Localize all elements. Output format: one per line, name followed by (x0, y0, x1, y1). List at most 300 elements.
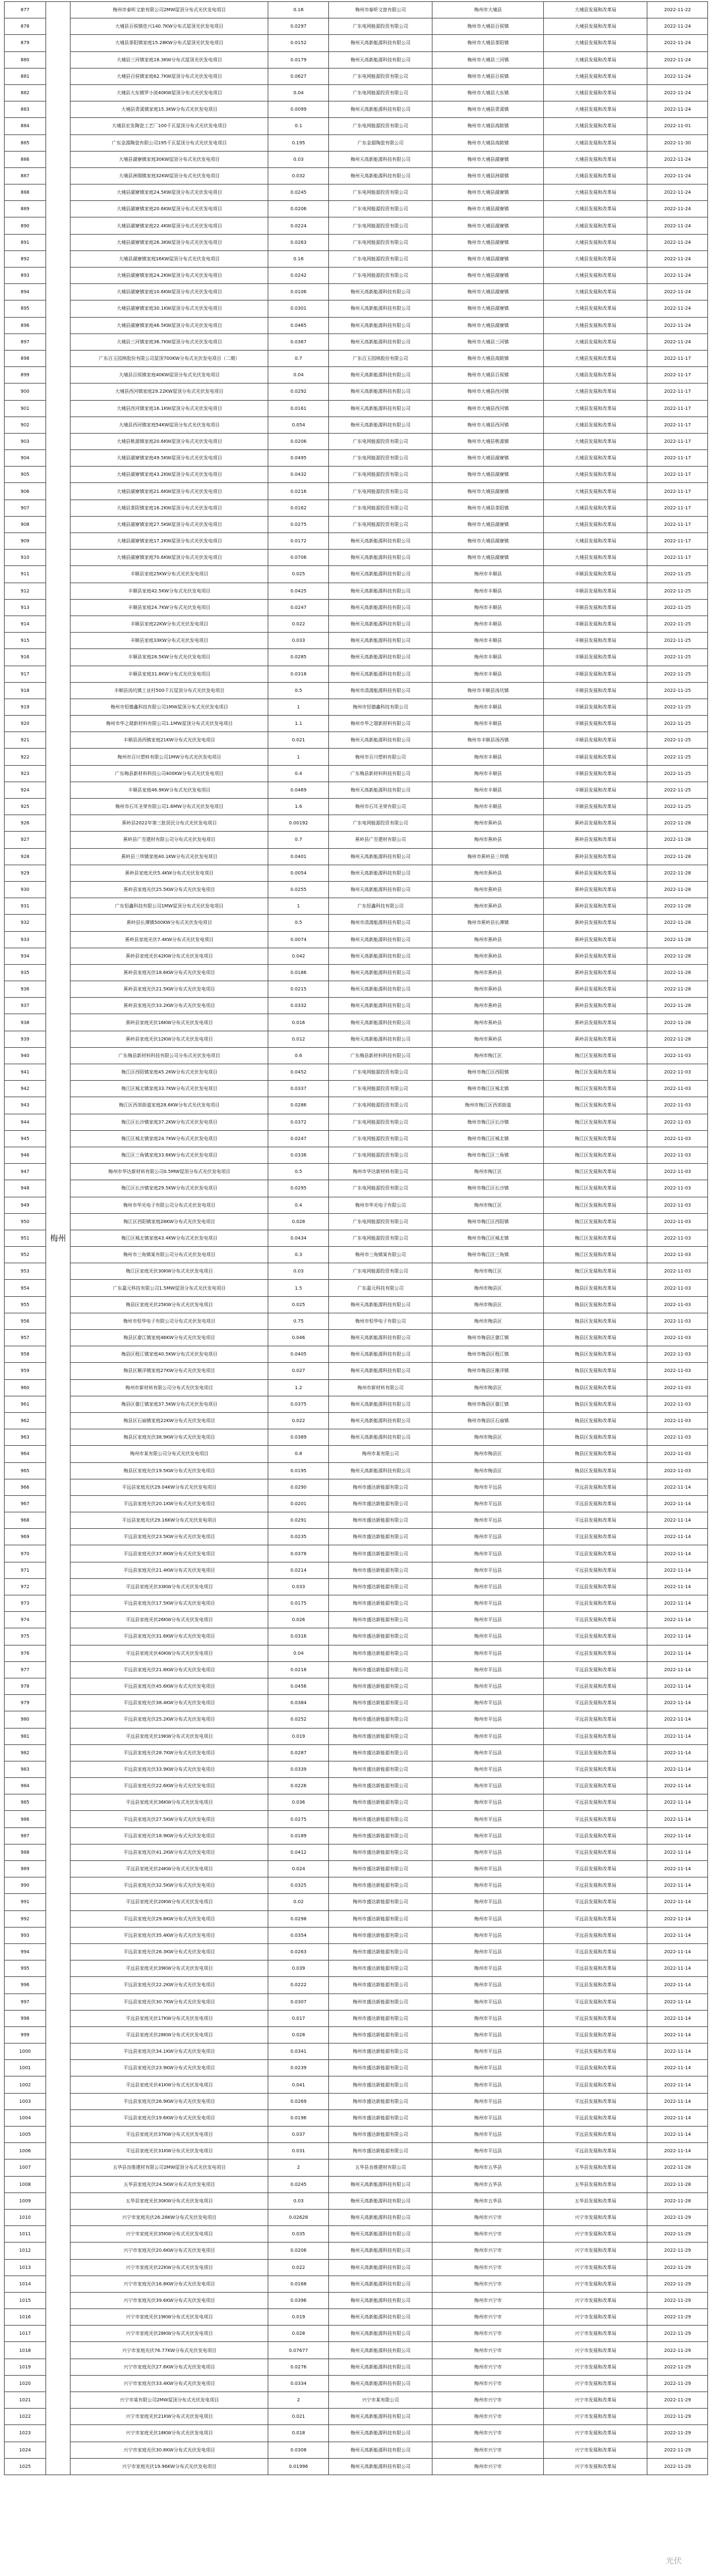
investor: 梅州天高新能源科技有限公司 (329, 615, 432, 632)
row-number: 936 (5, 981, 46, 998)
filing-date: 2022-11-03 (647, 1429, 708, 1446)
filing-date: 2022-11-03 (647, 1230, 708, 1246)
filing-date: 2022-11-14 (647, 1877, 708, 1894)
capacity: 0.0179 (268, 51, 329, 68)
filing-date: 2022-11-28 (647, 2192, 708, 2209)
investor: 梅州天高新能源科技有限公司 (329, 865, 432, 881)
project-name: 兴宁市某有限公司2MW屋顶分布式光伏发电项目 (71, 2392, 268, 2409)
investor: 梅州天高新能源科技有限公司 (329, 2209, 432, 2225)
capacity: 0.0469 (268, 782, 329, 798)
filing-office: 平远县发展和改革局 (544, 1761, 647, 1777)
investor: 梅州天高新能源科技有限公司 (329, 2243, 432, 2259)
investor: 广东电网能源投资有限公司 (329, 1230, 432, 1246)
filing-office: 平远县发展和改革局 (544, 1943, 647, 1960)
row-number: 1011 (5, 2226, 46, 2243)
filing-office: 大埔县发展和改革局 (544, 68, 647, 84)
project-name: 平远县家庭光伏26.3KW分布式光伏发电项目 (71, 1943, 268, 1960)
filing-office: 大埔县发展和改革局 (544, 384, 647, 400)
filing-date: 2022-11-03 (647, 1280, 708, 1296)
row-number: 1010 (5, 2209, 46, 2225)
investor: 梅州市盛达新能源有限公司 (329, 2143, 432, 2160)
location: 梅州市大埔县湖寮镇 (432, 301, 544, 317)
filing-date: 2022-11-14 (647, 1794, 708, 1811)
project-name: 蕉岭县家庭光伏33.2KW分布式光伏发电项目 (71, 998, 268, 1014)
project-name: 平远县家庭光伏17KW分布式光伏发电项目 (71, 2010, 268, 2026)
project-name: 大埔县百侯镇家庭62.7KW屋顶分布式光伏发电项目 (71, 68, 268, 84)
investor: 梅州市盛达新能源有限公司 (329, 2010, 432, 2026)
capacity: 0.00192 (268, 815, 329, 832)
location: 梅州市大埔县湖寮镇 (432, 185, 544, 201)
capacity: 0.03 (268, 1263, 329, 1280)
table-row (5, 1811, 708, 1827)
filing-date: 2022-11-25 (647, 749, 708, 765)
capacity: 0.0291 (268, 1512, 329, 1529)
investor: 广东电网能源投资有限公司 (329, 217, 432, 234)
project-name: 大埔县湖寮镇家庭70.6KW屋顶分布式光伏发电项目 (71, 550, 268, 566)
project-name: 平远县家庭光伏28.7KW分布式光伏发电项目 (71, 1744, 268, 1761)
capacity: 0.5 (268, 915, 329, 931)
capacity: 0.039 (268, 1961, 329, 1977)
row-number: 890 (5, 217, 46, 234)
project-name: 大埔县湖寮镇家庭24.2KW屋顶分布式光伏发电项目 (71, 268, 268, 284)
location: 梅州市平远县 (432, 2076, 544, 2093)
investor: 梅州天高新能源科技有限公司 (329, 2259, 432, 2275)
filing-office: 梅县区发展和改革局 (544, 1446, 647, 1462)
table-row (5, 1379, 708, 1396)
location: 梅州市兴宁市 (432, 2275, 544, 2292)
project-name: 梅州市恒华电子有限公司分布式光伏发电项目 (71, 1313, 268, 1329)
investor: 广东金源陶瓷有限公司 (329, 134, 432, 151)
row-number: 951 (5, 1230, 46, 1246)
row-number: 977 (5, 1661, 46, 1678)
filing-office: 丰顺县发展和改革局 (544, 699, 647, 715)
investor: 梅州天高新能源科技有限公司 (329, 732, 432, 749)
filing-date: 2022-11-28 (647, 998, 708, 1014)
project-name: 梅州市华光电子有限公司分布式光伏发电项目 (71, 1197, 268, 1213)
capacity: 0.0292 (268, 384, 329, 400)
filing-office: 梅江区发展和改革局 (544, 1247, 647, 1263)
filing-date: 2022-11-29 (647, 2292, 708, 2308)
location: 梅州市兴宁市 (432, 2209, 544, 2225)
table-row (5, 301, 708, 317)
table-row (5, 2160, 708, 2176)
project-name: 大埔县湖寮镇家庭22.4KW屋顶分布式光伏发电项目 (71, 217, 268, 234)
investor: 广东电网能源投资有限公司 (329, 18, 432, 35)
filing-date: 2022-11-03 (647, 1114, 708, 1130)
filing-date: 2022-11-28 (647, 848, 708, 865)
table-row (5, 1014, 708, 1031)
row-number: 1023 (5, 2425, 46, 2442)
row-number: 891 (5, 234, 46, 250)
table-row (5, 185, 708, 201)
table-row (5, 1296, 708, 1313)
filing-date: 2022-11-29 (647, 2243, 708, 2259)
filing-office: 梅江区发展和改革局 (544, 1097, 647, 1114)
investor: 梅州市盛达新能源有限公司 (329, 1495, 432, 1512)
capacity: 0.0226 (268, 1778, 329, 1794)
filing-office: 平远县发展和改革局 (544, 2109, 647, 2126)
project-name: 大埔县湖寮镇家庭30.1KW屋顶分布式光伏发电项目 (71, 301, 268, 317)
capacity: 0.035 (268, 2226, 329, 2243)
location: 梅州市大埔县大东镇 (432, 84, 544, 101)
row-number: 894 (5, 284, 46, 301)
filing-date: 2022-11-29 (647, 2326, 708, 2342)
investor: 广东电网能源投资有限公司 (329, 234, 432, 250)
filing-office: 梅县区发展和改革局 (544, 1330, 647, 1346)
investor: 广东电网能源投资有限公司 (329, 250, 432, 267)
filing-date: 2022-11-24 (647, 84, 708, 101)
filing-date: 2022-11-14 (647, 2026, 708, 2043)
table-row (5, 765, 708, 782)
table-row (5, 1130, 708, 1147)
investor: 梅州天高新能源科技有限公司 (329, 881, 432, 898)
location: 梅州市梅县区畲江镇 (432, 1330, 544, 1346)
location: 梅州市梅江区 (432, 1197, 544, 1213)
row-number: 943 (5, 1097, 46, 1114)
investor: 梅州市泰昕文旅有限公司 (329, 2, 432, 18)
investor: 梅州市某有限公司 (329, 1446, 432, 1462)
investor: 梅州天高新能源科技有限公司 (329, 981, 432, 998)
filing-date: 2022-11-22 (647, 2, 708, 18)
investor: 梅州天高新能源科技有限公司 (329, 1429, 432, 1446)
capacity: 0.0206 (268, 433, 329, 449)
location: 梅州市蕉岭县 (432, 931, 544, 948)
project-name: 大埔县湖寮镇家庭27.5KW屋顶分布式光伏发电项目 (71, 516, 268, 532)
location: 梅州市蕉岭县 (432, 948, 544, 964)
filing-date: 2022-11-14 (647, 1661, 708, 1678)
table-row (5, 2026, 708, 2043)
capacity: 0.0235 (268, 1529, 329, 1545)
row-number: 938 (5, 1014, 46, 1031)
project-name: 平远县家庭光伏36KW分布式光伏发电项目 (71, 1794, 268, 1811)
location: 梅州市梅江区三角镇 (432, 1247, 544, 1263)
row-number: 886 (5, 151, 46, 167)
location: 梅州市大埔县湖寮镇 (432, 268, 544, 284)
table-row (5, 848, 708, 865)
location: 梅州市平远县 (432, 1861, 544, 1877)
project-name: 大埔县宏发陶瓷工艺厂100千瓦屋顶分布式光伏发电项目 (71, 118, 268, 134)
filing-date: 2022-11-14 (647, 1628, 708, 1645)
filing-date: 2022-11-14 (647, 1595, 708, 1612)
filing-date: 2022-11-14 (647, 1910, 708, 1927)
location: 梅州市大埔县西河镇 (432, 400, 544, 416)
project-name: 梅州市某有限公司分布式光伏发电项目 (71, 1446, 268, 1462)
capacity: 0.4 (268, 1197, 329, 1213)
table-row (5, 1844, 708, 1860)
filing-date: 2022-11-24 (647, 18, 708, 35)
investor: 梅州市盛达新能源有限公司 (329, 1479, 432, 1495)
investor: 梅州天高新能源科技有限公司 (329, 633, 432, 649)
filing-date: 2022-11-03 (647, 1097, 708, 1114)
table-row (5, 1412, 708, 1429)
location: 梅州市平远县 (432, 1943, 544, 1960)
filing-date: 2022-11-14 (647, 2060, 708, 2076)
table-row (5, 2076, 708, 2093)
filing-date: 2022-11-17 (647, 450, 708, 467)
capacity: 0.0172 (268, 533, 329, 550)
row-number: 1014 (5, 2275, 46, 2292)
filing-office: 大埔县发展和改革局 (544, 350, 647, 366)
capacity: 0.0316 (268, 1628, 329, 1645)
filing-office: 平远县发展和改革局 (544, 1545, 647, 1562)
table-row (5, 550, 708, 566)
filing-date: 2022-11-17 (647, 500, 708, 516)
project-name: 大埔县茶阳镇家庭16.2KW屋顶分布式光伏发电项目 (71, 500, 268, 516)
project-name: 大埔县洲瑞镇家庭32KW屋顶分布式光伏发电项目 (71, 167, 268, 184)
capacity: 0.04 (268, 1645, 329, 1661)
row-number: 975 (5, 1628, 46, 1645)
project-name: 平远县家庭光伏18.9KW分布式光伏发电项目 (71, 1827, 268, 1844)
row-number: 952 (5, 1247, 46, 1263)
row-number: 913 (5, 599, 46, 615)
table-row (5, 1827, 708, 1844)
investor: 广东电网能源投资有限公司 (329, 1064, 432, 1081)
filing-office: 蕉岭县发展和改革局 (544, 998, 647, 1014)
project-name: 蕉岭县长潭镇500KW分布式光伏发电项目 (71, 915, 268, 931)
row-number: 1016 (5, 2309, 46, 2326)
project-name: 梅州市石耳圣荣有限公司1.6MW分布式光伏发电项目 (71, 799, 268, 815)
investor: 梅州市新材料有限公司 (329, 1379, 432, 1396)
filing-date: 2022-11-14 (647, 1844, 708, 1860)
table-row (5, 981, 708, 998)
filing-date: 2022-11-28 (647, 931, 708, 948)
investor: 梅州市盛达新能源有限公司 (329, 2026, 432, 2043)
filing-office: 大埔县发展和改革局 (544, 151, 647, 167)
row-number: 885 (5, 134, 46, 151)
project-name: 平远县家庭光伏23.5KW分布式光伏发电项目 (71, 1529, 268, 1545)
filing-date: 2022-11-28 (647, 815, 708, 832)
project-name: 梅州市华达新材料有限公司0.5MW屋顶分布式光伏发电项目 (71, 1164, 268, 1180)
investor: 梅州天高新能源科技有限公司 (329, 284, 432, 301)
row-number: 1022 (5, 2409, 46, 2425)
investor: 梅州天高新能源科技有限公司 (329, 2442, 432, 2458)
project-name: 蕉岭县广至建材有限公司分布式光伏发电项目 (71, 832, 268, 848)
investor: 梅州市清源能源科技有限公司 (329, 915, 432, 931)
row-number: 935 (5, 964, 46, 981)
investor: 广东百玉园林股份有限公司 (329, 350, 432, 366)
project-name: 平远县家庭光伏29.04KW分布式光伏发电项目 (71, 1479, 268, 1495)
investor: 兴宁市某有限公司 (329, 2392, 432, 2409)
capacity: 0.0334 (268, 2375, 329, 2391)
filing-office: 蕉岭县发展和改革局 (544, 832, 647, 848)
table-row (5, 964, 708, 981)
project-name: 梅县区石扇镇家庭22KW分布式光伏发电项目 (71, 1412, 268, 1429)
table-row (5, 583, 708, 599)
filing-office: 大埔县发展和改革局 (544, 217, 647, 234)
project-name: 大埔县三河镇家庭18.3KW分布式屋顶光伏发电项目 (71, 51, 268, 68)
row-number: 1008 (5, 2176, 46, 2192)
project-name: 兴宁市家庭光伏30.8KW分布式光伏发电项目 (71, 2442, 268, 2458)
project-name: 兴宁市家庭光伏20.6KW分布式光伏发电项目 (71, 2243, 268, 2259)
project-name: 平远县家庭光伏30.7KW分布式光伏发电项目 (71, 1993, 268, 2010)
investor: 广东电网能源投资有限公司 (329, 1213, 432, 1230)
filing-office: 梅江区发展和改革局 (544, 1114, 647, 1130)
filing-date: 2022-11-25 (647, 782, 708, 798)
row-number: 985 (5, 1794, 46, 1811)
table-row (5, 865, 708, 881)
row-number: 992 (5, 1910, 46, 1927)
table-row (5, 1346, 708, 1363)
capacity: 0.0341 (268, 2044, 329, 2060)
project-name: 平远县家庭光伏29.8KW分布式光伏发电项目 (71, 1910, 268, 1927)
location: 梅州市平远县 (432, 1545, 544, 1562)
filing-office: 平远县发展和改革局 (544, 1678, 647, 1694)
location: 梅州市平远县 (432, 1529, 544, 1545)
table-row (5, 2442, 708, 2458)
capacity: 0.0201 (268, 1495, 329, 1512)
row-number: 974 (5, 1612, 46, 1628)
filing-date: 2022-11-14 (647, 1927, 708, 1943)
table-row (5, 1512, 708, 1529)
filing-office: 丰顺县发展和改革局 (544, 682, 647, 699)
filing-date: 2022-11-30 (647, 134, 708, 151)
table-row (5, 666, 708, 682)
investor: 广东梅县新材料科技有限公司 (329, 765, 432, 782)
filing-date: 2022-11-24 (647, 284, 708, 301)
capacity: 0.0186 (268, 964, 329, 981)
capacity: 0.0215 (268, 981, 329, 998)
row-number: 909 (5, 533, 46, 550)
filing-date: 2022-11-29 (647, 2375, 708, 2391)
filing-office: 梅县区发展和改革局 (544, 1363, 647, 1379)
table-row (5, 2226, 708, 2243)
location: 梅州市平远县 (432, 1977, 544, 1993)
filing-office: 大埔县发展和改革局 (544, 516, 647, 532)
capacity: 0.0275 (268, 1811, 329, 1827)
capacity: 0.019 (268, 2309, 329, 2326)
location: 梅州市梅江区三角镇 (432, 1147, 544, 1163)
filing-office: 平远县发展和改革局 (544, 1927, 647, 1943)
project-name: 五华县家庭光伏24.5KW分布式光伏发电项目 (71, 2176, 268, 2192)
capacity: 0.0276 (268, 2359, 329, 2375)
capacity: 0.0242 (268, 268, 329, 284)
location: 梅州市平远县 (432, 1495, 544, 1512)
location: 梅州市平远县 (432, 1961, 544, 1977)
investor: 梅州天高新能源科技有限公司 (329, 599, 432, 615)
project-name: 平远县家庭光伏34.1KW分布式光伏发电项目 (71, 2044, 268, 2060)
project-name: 平远县家庭光伏26.9KW分布式光伏发电项目 (71, 2093, 268, 2109)
table-row (5, 2342, 708, 2359)
filing-date: 2022-11-25 (647, 699, 708, 715)
project-name: 大埔县西河镇家庭29.22KW屋顶分布式光伏发电项目 (71, 384, 268, 400)
capacity: 0.0298 (268, 1910, 329, 1927)
filing-date: 2022-11-28 (647, 898, 708, 915)
table-row (5, 2044, 708, 2060)
location: 梅州市丰顺县 (432, 599, 544, 615)
location: 梅州市平远县 (432, 2127, 544, 2143)
row-number: 929 (5, 865, 46, 881)
table-row (5, 832, 708, 848)
capacity: 0.0195 (268, 1462, 329, 1479)
capacity: 0.0247 (268, 599, 329, 615)
project-name: 蕉岭县家庭光伏18.6KW分布式光伏发电项目 (71, 964, 268, 981)
capacity: 0.017 (268, 2010, 329, 2026)
table-row (5, 68, 708, 84)
capacity: 0.0465 (268, 317, 329, 333)
filing-date: 2022-11-17 (647, 516, 708, 532)
table-row (5, 1313, 708, 1329)
filing-date: 2022-11-24 (647, 317, 708, 333)
project-name: 平远县家庭光伏31.6KW分布式光伏发电项目 (71, 1628, 268, 1645)
filing-date: 2022-11-24 (647, 101, 708, 118)
location: 梅州市蕉岭县 (432, 898, 544, 915)
filing-office: 兴宁市发展和改革局 (544, 2375, 647, 2391)
filing-office: 大埔县发展和改革局 (544, 500, 647, 516)
table-row (5, 1943, 708, 1960)
table-row (5, 450, 708, 467)
project-name: 梅江区城北镇家庭33.7KW分布式光伏发电项目 (71, 1081, 268, 1097)
investor: 梅州天高新能源科技有限公司 (329, 1031, 432, 1047)
project-name: 平远县家庭光伏39KW分布式光伏发电项目 (71, 1961, 268, 1977)
investor: 梅州市石耳圣荣有限公司 (329, 799, 432, 815)
row-number: 1006 (5, 2143, 46, 2160)
city-cell: 梅州 (45, 2, 70, 2475)
row-number: 889 (5, 201, 46, 217)
investor: 广东电网能源投资有限公司 (329, 1097, 432, 1114)
investor: 梅州天高新能源科技有限公司 (329, 2176, 432, 2192)
investor: 广东电网能源投资有限公司 (329, 1263, 432, 1280)
table-row (5, 1097, 708, 1114)
capacity: 0.0495 (268, 450, 329, 467)
location: 梅州市平远县 (432, 1811, 544, 1827)
table-row (5, 1031, 708, 1047)
project-name: 梅县区家庭光伏38.9KW分布式光伏发电项目 (71, 1429, 268, 1446)
capacity: 0.025 (268, 1296, 329, 1313)
location: 梅州市丰顺县 (432, 633, 544, 649)
location: 梅州市丰顺县 (432, 666, 544, 682)
row-number: 990 (5, 1877, 46, 1894)
capacity: 0.0336 (268, 1147, 329, 1163)
filing-office: 兴宁市发展和改革局 (544, 2275, 647, 2292)
capacity: 0.03 (268, 2192, 329, 2209)
investor: 梅州天高新能源科技有限公司 (329, 1396, 432, 1412)
filing-date: 2022-11-24 (647, 185, 708, 201)
filing-date: 2022-11-14 (647, 1695, 708, 1711)
filing-date: 2022-11-03 (647, 1363, 708, 1379)
project-name: 蕉岭县家庭光伏21.5KW分布式光伏发电项目 (71, 981, 268, 998)
project-name: 梅州市泰昕文旅有限公司2MW屋顶分布式光伏发电项目 (71, 2, 268, 18)
row-number: 893 (5, 268, 46, 284)
table-row (5, 2359, 708, 2375)
project-name: 平远县家庭光伏25.2KW分布式光伏发电项目 (71, 1711, 268, 1728)
project-name: 广东金源陶瓷有限公司195千瓦屋顶分布式光伏发电项目 (71, 134, 268, 151)
filing-date: 2022-11-03 (647, 1047, 708, 1064)
investor: 梅州市盛达新能源有限公司 (329, 1612, 432, 1628)
project-name: 大埔县湖寮镇家庭46.5KW屋顶分布式光伏发电项目 (71, 317, 268, 333)
filing-office: 兴宁市发展和改革局 (544, 2226, 647, 2243)
filing-date: 2022-11-03 (647, 1247, 708, 1263)
capacity: 0.0054 (268, 865, 329, 881)
row-number: 940 (5, 1047, 46, 1064)
filing-office: 大埔县发展和改革局 (544, 201, 647, 217)
location: 梅州市大埔县茶阳镇 (432, 500, 544, 516)
row-number: 918 (5, 682, 46, 699)
project-name: 大埔县茶阳镇家庭15.28KW分布式屋顶光伏发电项目 (71, 35, 268, 51)
row-number: 900 (5, 384, 46, 400)
investor: 广东电网能源投资有限公司 (329, 483, 432, 500)
project-name: 兴宁市家庭光伏35KW分布式光伏发电项目 (71, 2226, 268, 2243)
row-number: 884 (5, 118, 46, 134)
capacity: 0.0452 (268, 1064, 329, 1081)
filing-date: 2022-11-03 (647, 1263, 708, 1280)
row-number: 939 (5, 1031, 46, 1047)
filing-date: 2022-11-28 (647, 948, 708, 964)
filing-date: 2022-11-14 (647, 1645, 708, 1661)
investor: 梅州天高新能源科技有限公司 (329, 1014, 432, 1031)
location: 梅州市梅江区西阳镇 (432, 1064, 544, 1081)
table-row (5, 234, 708, 250)
project-name: 兴宁市家庭光伏21KW分布式光伏发电项目 (71, 2409, 268, 2425)
